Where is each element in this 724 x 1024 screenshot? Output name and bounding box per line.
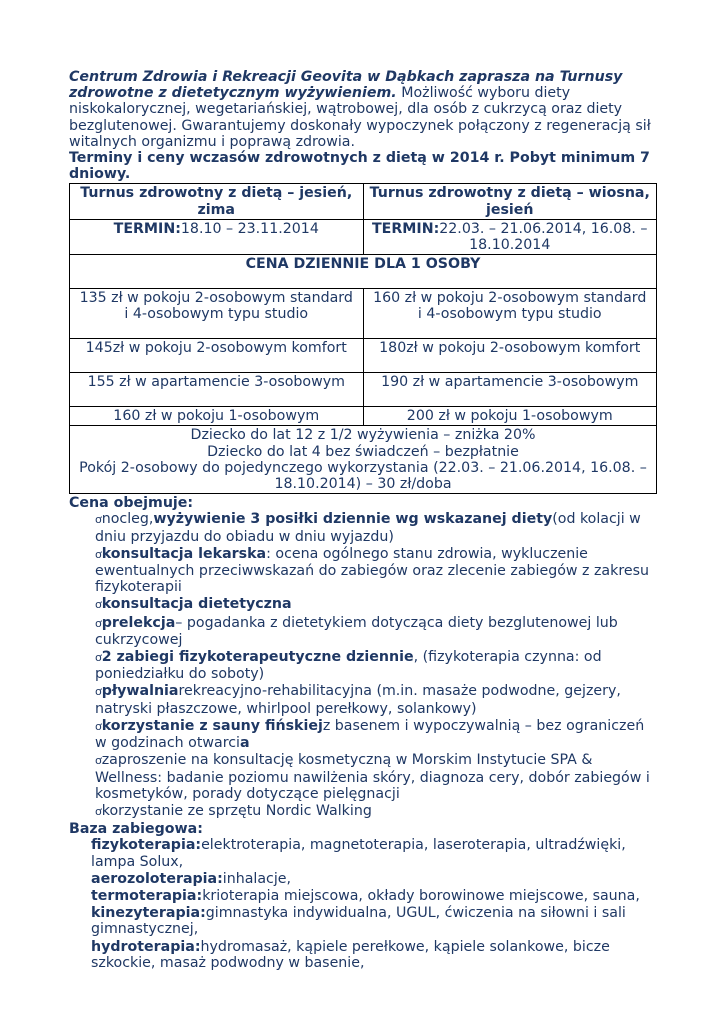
- item-text: : ocena ogólnego stanu zdrowia, wykluczenie ewentualnych przeciwwskazań do zabiegów oraz zlecenie zabiegów z zakresu fizykoterapii: [95, 545, 649, 596]
- price-cell: 160 zł w pokoju 1-osobowym: [70, 407, 364, 426]
- note-line: Dziecko do lat 4 bez świadczeń – bezpłatnie: [207, 443, 519, 460]
- price-table: [69, 183, 657, 494]
- intro-paragraph: [69, 69, 659, 150]
- bullet-icon: ơ: [95, 616, 102, 630]
- bullet-icon: ơ: [95, 754, 102, 768]
- item-text: (od kolacji w dniu przyjazdu do obiadu w dniu wyjazdu): [95, 511, 641, 545]
- item-bold: prelekcja: [101, 614, 176, 631]
- price-cell: 180zł w pokoju 2-osobowym komfort: [363, 339, 657, 373]
- item-text: nocleg,: [101, 511, 154, 528]
- table-row: [70, 373, 657, 407]
- col2-header: Turnus zdrowotny z dietą – wiosna, jesień: [363, 184, 657, 219]
- item-bold: wyżywienie 3 posiłki dziennie wg wskazanej diety: [153, 511, 553, 528]
- item-text: inhalacje,: [222, 870, 292, 887]
- intro-lead: Centrum Zdrowia i Rekreacji Geovita w Dąbkach zaprasza na Turnusy zdrowotne z dietetycznym wyżywieniem.: [69, 69, 623, 102]
- table-header-row: [70, 184, 657, 219]
- item-label: aerozoloterapia:: [91, 870, 223, 887]
- price-header-row: [70, 255, 657, 289]
- item-text: – pogadanka z dietetykiem dotycząca diety bezglutenowej lub cukrzycowej: [95, 614, 618, 648]
- price-cell: 135 zł w pokoju 2-osobowym standard i 4-osobowym typu studio: [70, 289, 364, 339]
- list-item: [95, 596, 659, 613]
- price-header: CENA DZIENNIE DLA 1 OSOBY: [70, 255, 657, 289]
- item-text: zaproszenie na konsultację kosmetyczną w Morskim Instytucie SPA & Wellness: badanie poziomu nawilżenia skóry, diagnoza cery, dobór zabiegów i kosmetyków, porady dotyczące pielęgnacji: [95, 752, 650, 802]
- table-row: [70, 407, 657, 426]
- bullet-icon: ơ: [95, 547, 102, 561]
- list-item: [95, 718, 659, 751]
- note-line: Dziecko do lat 12 z 1/2 wyżywienia – zniżka 20%: [190, 427, 536, 444]
- item-bold: konsultacja dietetyczna: [101, 596, 292, 613]
- term-label: TERMIN:: [372, 220, 440, 237]
- term-row: [70, 219, 657, 254]
- item-bold: 2 zabiegi fizykoterapeutyczne dziennie: [101, 649, 414, 666]
- list-item: [91, 871, 659, 887]
- includes-title: Cena obejmuje:: [69, 495, 194, 512]
- price-cell: 200 zł w pokoju 1-osobowym: [363, 407, 657, 426]
- bullet-icon: ơ: [95, 513, 102, 527]
- col1-header: Turnus zdrowotny z dietą – jesień, zima: [70, 184, 364, 219]
- price-cell: 190 zł w apartamencie 3-osobowym: [363, 373, 657, 407]
- list-item: [91, 837, 659, 869]
- list-item: [95, 546, 659, 596]
- list-item: [95, 615, 659, 648]
- document-page: [69, 69, 659, 972]
- intro-body: Możliwość wyboru diety niskokalorycznej, wegetariańskiej, wątrobowej, dla osób z cukrzycą oraz diety bezglutenowej. Gwarantujemy doskonały wypoczynek połączony z regeneracją sił witalnych organizmu i poprawą zdrowia.: [69, 85, 651, 150]
- item-text: z basenem i wypoczywalnią – bez ograniczeń w godzinach otwarci: [95, 717, 645, 752]
- list-item: [95, 803, 659, 820]
- notes-cell: [70, 426, 657, 494]
- item-bold: a: [240, 735, 250, 752]
- item-text: elektroterapia, magnetoterapia, laseroterapia, ultradźwięki, lampa Solux,: [91, 837, 626, 870]
- item-label: termoterapia:: [91, 887, 203, 904]
- bullet-icon: ơ: [95, 598, 102, 612]
- bullet-icon: ơ: [95, 804, 102, 818]
- list-item: [95, 511, 659, 544]
- table-row: [70, 339, 657, 373]
- item-text: krioterapia miejscowa, okłady borowinowe miejscowe, sauna,: [202, 887, 640, 904]
- item-text: hydromasaż, kąpiele perełkowe, kąpiele solankowe, bicze szkockie, masaż podwodny w basenie,: [91, 938, 610, 971]
- price-cell: 155 zł w apartamencie 3-osobowym: [70, 373, 364, 407]
- item-bold: konsultacja lekarska: [101, 545, 267, 562]
- col1-term: 18.10 – 23.11.2014: [180, 220, 319, 237]
- list-item: [95, 649, 659, 682]
- note-line: Pokój 2-osobowy do pojedynczego wykorzystania (22.03. – 21.06.2014, 16.08. – 18.10.2014) – 30 zł/doba: [79, 459, 647, 493]
- price-cell: 145zł w pokoju 2-osobowym komfort: [70, 339, 364, 373]
- list-item: [95, 683, 659, 716]
- item-text: gimnastyka indywidualna, UGUL, ćwiczenia na siłowni i sali gimnastycznej,: [91, 905, 626, 938]
- item-bold: korzystanie z sauny fińskiej: [101, 717, 323, 734]
- bullet-icon: ơ: [95, 719, 102, 733]
- list-item: [91, 888, 659, 904]
- table-row: [70, 289, 657, 339]
- list-item: [91, 939, 659, 971]
- base-list: [69, 837, 659, 971]
- item-bold: pływalnia: [101, 683, 179, 700]
- list-item: [91, 905, 659, 937]
- list-item: [95, 752, 659, 802]
- item-text: korzystanie ze sprzętu Nordic Walking: [101, 802, 372, 819]
- term-label: TERMIN:: [113, 220, 181, 237]
- notes-row: [70, 426, 657, 494]
- bullet-icon: ơ: [95, 651, 102, 665]
- terms-title: Terminy i ceny wczasów zdrowotnych z dietą w 2014 r. Pobyt minimum 7 dniowy.: [69, 150, 650, 183]
- base-title: Baza zabiegowa:: [69, 821, 203, 838]
- item-label: fizykoterapia:: [91, 837, 202, 854]
- col2-term-cell: [363, 219, 657, 254]
- col2-term: 22.03. – 21.06.2014, 16.08. – 18.10.2014: [439, 220, 648, 254]
- bullet-icon: ơ: [95, 685, 102, 699]
- item-text: , (fizykoterapia czynna: od poniedziałku do soboty): [95, 649, 602, 683]
- col1-term-cell: [70, 219, 364, 254]
- includes-list: [69, 511, 659, 820]
- item-label: kinezyterapia:: [91, 905, 206, 922]
- price-cell: 160 zł w pokoju 2-osobowym standard i 4-osobowym typu studio: [363, 289, 657, 339]
- item-text: rekreacyjno-rehabilitacyjna (m.in. masaże podwodne, gejzery, natryski płaszczowe, whirlpool perełkowy, solankowy): [95, 683, 621, 717]
- item-label: hydroterapia:: [91, 938, 201, 955]
